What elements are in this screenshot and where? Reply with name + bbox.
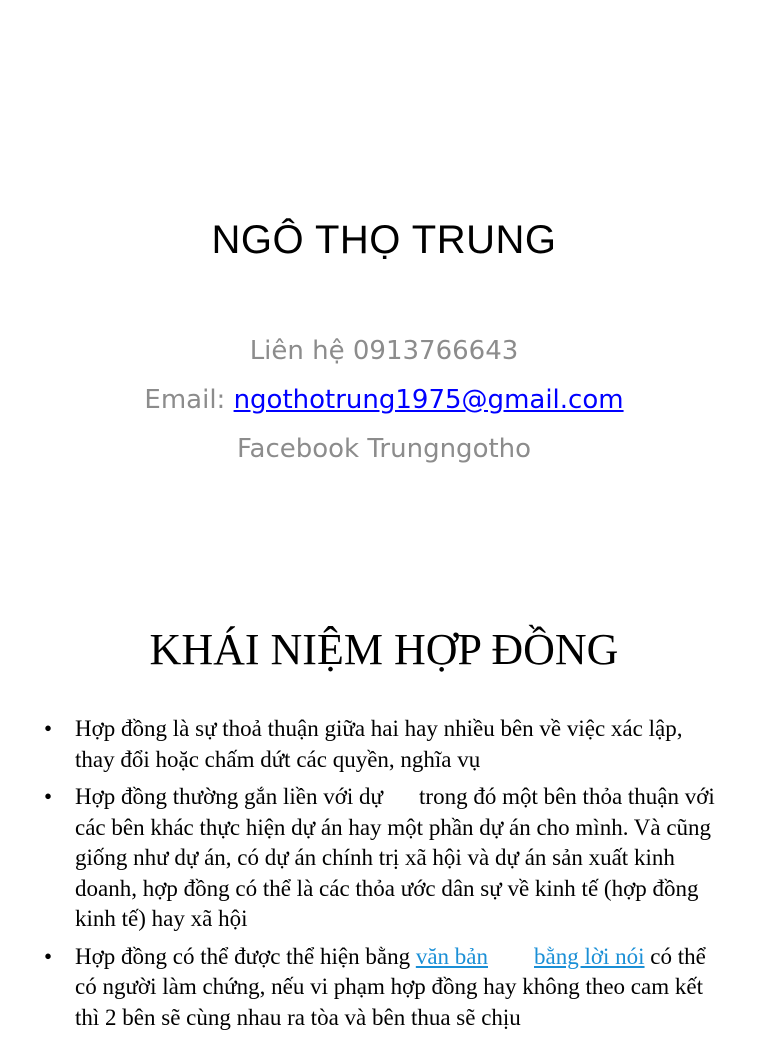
bullet-list xyxy=(44,714,724,1040)
bullet-item-definition xyxy=(44,714,724,775)
contact-phone-text: Liên hệ 0913766643 xyxy=(249,336,519,366)
bullet-icon: • xyxy=(44,943,53,969)
bullet-text-before: Hợp đồng có thể được thể hiện bằng xyxy=(75,943,411,969)
bullet-text-after: có thể có người làm chứng, nếu vi phạm hợp đồng hay không theo cam kết thì 2 bên sẽ cùng nhau ra tòa và bên thua sẽ chịu xyxy=(75,943,706,1030)
email-line xyxy=(0,383,768,417)
email-link[interactable]: ngothotrung1975@gmail.com xyxy=(233,385,624,415)
bullet-text-before: Hợp đồng thường gắn liền với dự xyxy=(75,784,384,809)
bullet-item-project xyxy=(44,782,724,935)
facebook-text: Facebook Trungngotho xyxy=(236,434,532,464)
bullet-item-forms xyxy=(44,942,724,1034)
written-form-link[interactable]: văn bản xyxy=(415,943,488,969)
bullet-icon: • xyxy=(44,784,53,809)
author-name-title: NGÔ THỌ TRUNG xyxy=(211,218,557,262)
bullet-text: Hợp đồng là sự thoả thuận giữa hai hay nhiều bên về việc xác lập, thay đổi hoặc chấm dứt các quyền, nghĩa vụ xyxy=(75,716,683,772)
verbal-form-link[interactable]: bằng lời nói xyxy=(534,943,645,969)
bullet-text-after: trong đó một bên thỏa thuận với các bên khác thực hiện dự án hay một phần dự án cho mình. Và cũng giống như dự án, có dự án chính trị xã hội và dự án sản xuất kinh doanh, hợp đồng có thể là các thỏa ước dân sự về kinh tế (hợp đồng kinh tế) hay xã hội xyxy=(75,784,715,931)
email-label: Email: xyxy=(144,385,234,415)
slide-title: KHÁI NIỆM HỢP ĐỒNG xyxy=(149,625,619,674)
bullet-icon: • xyxy=(44,716,53,741)
content-slide xyxy=(0,580,768,1030)
